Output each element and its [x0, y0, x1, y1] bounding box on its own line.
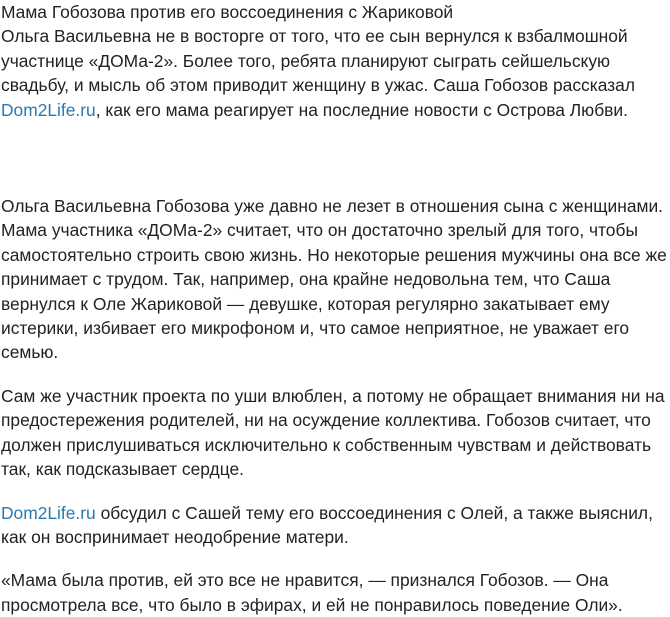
- article-quote: «Мама была против, ей это все не нравится, — признался Гобозов. — Она просмотрела все, что было в эфирах, и ей не понравилось поведение Оли».: [1, 570, 623, 615]
- article-link-paragraph: [1, 501, 669, 550]
- lead-text-after: , как его мама реагирует на последние новости с Острова Любви.: [95, 99, 628, 120]
- article-paragraph: Сам же участник проекта по уши влюблен, а потому не обращает внимания ни на предостережения родителей, ни на осуждение коллектива. Гобозов считает, что должен прислушиваться исключительно к собственным чувствам и действовать так, как подсказывает сердце.: [1, 385, 665, 480]
- link-paragraph-text: обсудил с Сашей тему его воссоединения с Олей, а также выяснил, как он воспринимает неодобрение матери.: [1, 502, 653, 547]
- article-paragraph: Ольга Васильевна Гобозова уже давно не лезет в отношения сына с женщинами. Мама участника «ДОМа-2» считает, что он достаточно зрелый для того, чтобы самостоятельно строить свою жизнь. Но некоторые решения мужчины она все же принимает с трудом. Так, например, она крайне недовольна тем, что Саша вернулся к Оле Жариковой — девушке, которая регулярно закатывает ему истерики, избивает его микрофоном и, что самое неприятное, не уважает его семью.: [1, 196, 667, 363]
- article-lead: [1, 24, 669, 122]
- article: [1, 0, 669, 617]
- article-title: Мама Гобозова против его воссоединения с Жариковой: [1, 2, 454, 22]
- lead-text-before: Ольга Васильевна не в восторге от того, что ее сын вернулся к взбалмошной участнице «ДОМа-2». Более того, ребята планируют сыграть сейшельскую свадьбу, и мысль об этом приводит женщину в ужас. Саша Гобозов рассказал: [1, 26, 635, 96]
- source-link-2[interactable]: Dom2Life.ru: [1, 502, 96, 523]
- source-link[interactable]: Dom2Life.ru: [1, 99, 96, 120]
